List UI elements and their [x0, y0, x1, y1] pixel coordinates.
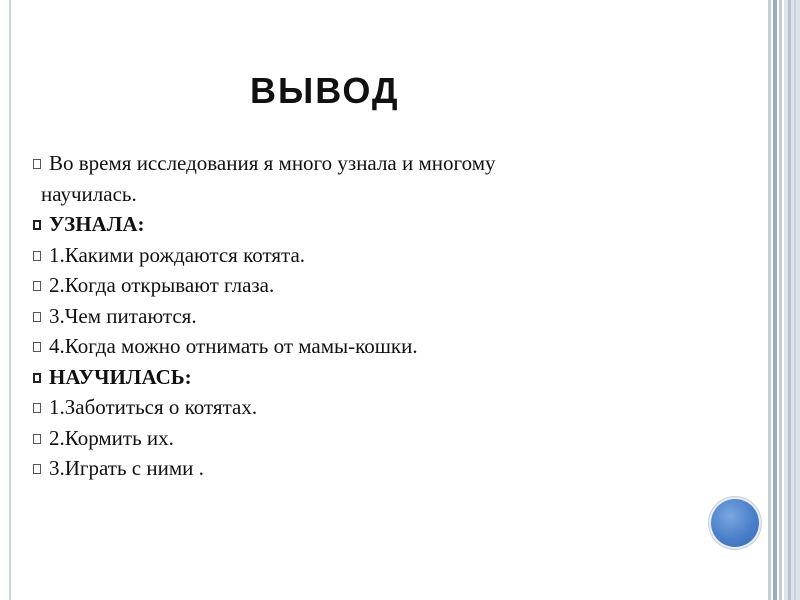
bullet-icon: [33, 464, 41, 474]
left-border-line: [9, 0, 11, 600]
bullet-icon: [33, 251, 41, 261]
intro-text-line1: Во время исследования я много узнала и многому: [49, 151, 496, 175]
list-item: [33, 453, 673, 484]
learned-heading-row: [33, 209, 673, 240]
list-item: [33, 392, 673, 423]
learned-heading: УЗНАЛА:: [49, 212, 145, 236]
slide-body: [33, 148, 673, 484]
bullet-icon: [33, 281, 41, 291]
stripe: [773, 0, 777, 600]
skills-heading: НАУЧИЛАСЬ:: [49, 364, 192, 389]
list-item-intro-continuation: [33, 179, 673, 210]
decorative-circle-icon: [711, 499, 759, 547]
list-item: [33, 240, 673, 271]
stripe: [784, 0, 800, 600]
list-item: [33, 270, 673, 301]
skills-heading-row: [33, 362, 673, 393]
list-item: [33, 301, 673, 332]
stripe: [788, 0, 791, 600]
bullet-icon: [33, 312, 41, 322]
stripe: [779, 0, 782, 600]
list-item: [33, 423, 673, 454]
learned-item-2: 2.Когда открывают глаза.: [49, 273, 275, 297]
skills-item-3: 3.Играть с ними .: [49, 456, 204, 480]
stripe: [794, 0, 796, 600]
skills-item-1: 1.Заботиться о котятах.: [49, 395, 258, 419]
learned-item-4: 4.Когда можно отнимать от мамы-кошки.: [49, 334, 418, 358]
bullet-icon: [33, 342, 41, 352]
bullet-icon: [33, 373, 41, 383]
right-decorative-stripes: [768, 0, 800, 600]
bullet-icon: [33, 220, 41, 230]
bullet-icon: [33, 159, 41, 169]
stripe: [768, 0, 771, 600]
intro-text-line2: научилась.: [41, 181, 137, 206]
learned-item-3: 3.Чем питаются.: [49, 303, 197, 328]
list-item-intro: [33, 148, 673, 179]
skills-item-2: 2.Кормить их.: [49, 425, 174, 450]
bullet-icon: [33, 434, 41, 444]
list-item: [33, 331, 673, 362]
bullet-icon: [33, 403, 41, 413]
slide-title: ВЫВОД: [250, 70, 400, 111]
learned-item-1: 1.Какими рождаются котята.: [49, 242, 306, 267]
